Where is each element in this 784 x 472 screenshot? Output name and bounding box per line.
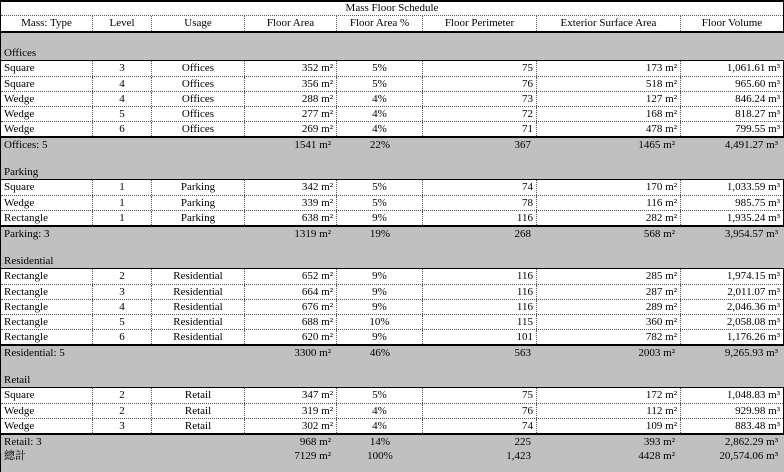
- column-header: Floor Perimeter: [423, 16, 537, 31]
- data-cell: 360 m²: [537, 315, 681, 329]
- subtotal-cell: 268: [514, 228, 531, 240]
- data-cell: 116: [423, 285, 537, 299]
- data-cell: 5%: [337, 196, 423, 210]
- data-cell: 342 m²: [245, 180, 337, 195]
- data-row: [1, 180, 783, 195]
- data-cell: Wedge: [1, 196, 93, 210]
- data-cell: 5%: [337, 61, 423, 76]
- subtotal-row: [1, 435, 784, 449]
- data-cell: Rectangle: [1, 315, 93, 329]
- subtotal-cell: 22%: [369, 139, 391, 151]
- data-cell: 676 m²: [245, 300, 337, 314]
- data-cell: 1: [93, 180, 152, 195]
- data-cell: 5%: [337, 77, 423, 91]
- data-cell: 282 m²: [537, 211, 681, 225]
- group-data-block: [1, 268, 784, 346]
- data-cell: 2,058.08 m³: [726, 316, 780, 328]
- column-header: Floor Area %: [337, 16, 423, 31]
- data-cell: Retail: [152, 404, 245, 418]
- subtotal-cell: 563: [514, 347, 531, 359]
- data-cell: 116: [423, 269, 537, 284]
- data-cell: 9%: [337, 269, 423, 284]
- data-cell: Parking: [152, 180, 245, 195]
- group-label: Retail: [4, 374, 31, 386]
- data-cell: Offices: [152, 77, 245, 91]
- subtotal-cell: [152, 435, 245, 449]
- subtotal-cell: 3300 m²: [294, 347, 331, 359]
- data-cell: 5%: [337, 180, 423, 195]
- subtotal-row: [1, 227, 784, 241]
- data-cell: Retail: [152, 419, 245, 433]
- data-cell: 1,176.26 m³: [726, 331, 780, 343]
- data-cell: 1,935.24 m³: [726, 212, 780, 224]
- data-cell: 4: [93, 300, 152, 314]
- data-cell: 6: [93, 330, 152, 344]
- data-cell: Offices: [152, 61, 245, 76]
- data-cell: Wedge: [1, 92, 93, 106]
- data-cell: 478 m²: [537, 122, 681, 136]
- data-cell: 2,011.07 m³: [727, 286, 780, 298]
- data-cell: Wedge: [1, 107, 93, 121]
- data-cell: Square: [1, 180, 93, 195]
- column-header: Usage: [152, 16, 245, 31]
- data-cell: 71: [423, 122, 537, 136]
- subtotal-row: [1, 138, 784, 152]
- data-cell: 74: [423, 419, 537, 433]
- schedule-title: Mass Floor Schedule: [1, 2, 783, 16]
- data-row: [1, 195, 783, 210]
- data-row: [1, 299, 783, 314]
- data-cell: 76: [423, 404, 537, 418]
- data-cell: 172 m²: [537, 388, 681, 403]
- data-cell: 5: [93, 315, 152, 329]
- data-cell: Wedge: [1, 419, 93, 433]
- data-cell: Retail: [152, 388, 245, 403]
- subtotal-cell: 1465 m²: [638, 139, 675, 151]
- data-cell: 3: [93, 419, 152, 433]
- data-cell: Residential: [152, 285, 245, 299]
- subtotal-cell: Residential: 5: [4, 347, 65, 359]
- data-cell: Offices: [152, 122, 245, 136]
- data-cell: 688 m²: [245, 315, 337, 329]
- subtotal-cell: [93, 138, 152, 152]
- grand-total-cell: 100%: [367, 450, 393, 462]
- subtotal-cell: Parking: 3: [4, 228, 50, 240]
- data-cell: 818.27 m³: [735, 108, 780, 120]
- subtotal-row: [1, 346, 784, 360]
- data-cell: 4%: [337, 419, 423, 433]
- data-cell: 173 m²: [537, 61, 681, 76]
- data-cell: Offices: [152, 107, 245, 121]
- schedule-header-block: [1, 0, 784, 33]
- data-row: [1, 210, 783, 225]
- data-cell: 620 m²: [245, 330, 337, 344]
- data-row: [1, 106, 783, 121]
- data-cell: 115: [423, 315, 537, 329]
- data-cell: Parking: [152, 211, 245, 225]
- data-cell: 9%: [337, 211, 423, 225]
- data-cell: 846.24 m³: [735, 93, 780, 105]
- data-cell: 2: [93, 404, 152, 418]
- data-cell: 347 m²: [245, 388, 337, 403]
- data-cell: Offices: [152, 92, 245, 106]
- data-cell: 1: [93, 211, 152, 225]
- data-cell: 782 m²: [537, 330, 681, 344]
- data-cell: 2: [93, 388, 152, 403]
- data-cell: 302 m²: [245, 419, 337, 433]
- subtotal-cell: Offices: 5: [4, 139, 48, 151]
- subtotal-cell: 3,954.57 m³: [724, 228, 778, 240]
- data-cell: 883.48 m³: [735, 420, 780, 432]
- group-label: Offices: [4, 47, 37, 59]
- data-cell: 4: [93, 77, 152, 91]
- data-row: [1, 418, 783, 433]
- subtotal-cell: [152, 138, 245, 152]
- subtotal-cell: 2,862.29 m³: [724, 436, 778, 448]
- data-cell: Rectangle: [1, 300, 93, 314]
- data-cell: 339 m²: [245, 196, 337, 210]
- data-cell: Square: [1, 388, 93, 403]
- subtotal-cell: 1541 m²: [294, 139, 331, 151]
- data-row: [1, 403, 783, 418]
- column-header: Floor Area: [245, 16, 337, 31]
- data-cell: 652 m²: [245, 269, 337, 284]
- data-cell: 76: [423, 77, 537, 91]
- data-cell: Rectangle: [1, 211, 93, 225]
- column-header: Mass: Type: [1, 16, 93, 31]
- data-cell: 9%: [337, 285, 423, 299]
- data-cell: 356 m²: [245, 77, 337, 91]
- subtotal-cell: [152, 346, 245, 360]
- data-cell: 74: [423, 180, 537, 195]
- data-cell: 352 m²: [245, 61, 337, 76]
- subtotal-cell: 225: [514, 436, 531, 448]
- subtotal-cell: 1319 m²: [294, 228, 331, 240]
- data-cell: 3: [93, 285, 152, 299]
- column-header-row: [1, 16, 783, 31]
- subtotal-cell: 393 m²: [643, 436, 675, 448]
- data-cell: 289 m²: [537, 300, 681, 314]
- column-header: Floor Volume: [701, 17, 763, 29]
- subtotal-cell: 19%: [369, 228, 391, 240]
- data-cell: 1,048.83 m³: [726, 389, 780, 401]
- grand-total-cell: 總計: [4, 450, 26, 462]
- data-cell: 109 m²: [537, 419, 681, 433]
- data-cell: 5: [93, 107, 152, 121]
- data-cell: 1,974.15 m³: [726, 270, 780, 282]
- data-cell: 3: [93, 61, 152, 76]
- data-cell: Square: [1, 61, 93, 76]
- data-row: [1, 314, 783, 329]
- data-cell: 75: [423, 388, 537, 403]
- data-cell: Residential: [152, 269, 245, 284]
- data-cell: 5%: [337, 388, 423, 403]
- data-cell: 112 m²: [537, 404, 681, 418]
- data-row: [1, 76, 783, 91]
- data-cell: Wedge: [1, 122, 93, 136]
- data-cell: 2,046.36 m³: [726, 301, 780, 313]
- data-cell: 1,033.59 m³: [726, 181, 780, 193]
- data-cell: Square: [1, 77, 93, 91]
- data-cell: 4: [93, 92, 152, 106]
- data-row: [1, 121, 783, 136]
- data-cell: 287 m²: [537, 285, 681, 299]
- data-cell: 101: [423, 330, 537, 344]
- data-row: [1, 388, 783, 403]
- subtotal-cell: [93, 346, 152, 360]
- data-cell: Rectangle: [1, 330, 93, 344]
- subtotal-cell: [93, 227, 152, 241]
- data-row: [1, 269, 783, 284]
- data-cell: Residential: [152, 300, 245, 314]
- data-cell: 277 m²: [245, 107, 337, 121]
- column-header: Level: [93, 16, 152, 31]
- grand-total-cell: 7129 m²: [294, 450, 331, 462]
- data-cell: 4%: [337, 122, 423, 136]
- group-data-block: [1, 60, 784, 138]
- data-cell: 78: [423, 196, 537, 210]
- data-cell: 9%: [337, 300, 423, 314]
- data-cell: 799.55 m³: [735, 123, 780, 135]
- grand-total-cell: 1,423: [506, 450, 531, 462]
- group-label: Residential: [4, 255, 54, 267]
- data-cell: 72: [423, 107, 537, 121]
- data-row: [1, 329, 783, 344]
- subtotal-cell: [93, 435, 152, 449]
- data-cell: Residential: [152, 315, 245, 329]
- data-cell: 638 m²: [245, 211, 337, 225]
- schedule-groups: [1, 47, 784, 449]
- subtotal-cell: [152, 227, 245, 241]
- subtotal-cell: 14%: [369, 436, 391, 448]
- data-cell: 6: [93, 122, 152, 136]
- group-data-block: [1, 387, 784, 435]
- data-cell: 9%: [337, 330, 423, 344]
- data-cell: Rectangle: [1, 285, 93, 299]
- column-header: Exterior Surface Area: [537, 16, 681, 31]
- data-row: [1, 91, 783, 106]
- group-label: Parking: [4, 166, 39, 178]
- data-row: [1, 61, 783, 76]
- subtotal-cell: 568 m²: [643, 228, 675, 240]
- data-cell: 116: [423, 300, 537, 314]
- data-cell: 929.98 m³: [735, 405, 780, 417]
- subtotal-cell: 9,265.93 m³: [724, 347, 778, 359]
- data-cell: 73: [423, 92, 537, 106]
- data-cell: 518 m²: [537, 77, 681, 91]
- data-cell: Residential: [152, 330, 245, 344]
- data-cell: 965.60 m³: [735, 78, 780, 90]
- data-cell: 288 m²: [245, 92, 337, 106]
- data-cell: 116: [423, 211, 537, 225]
- data-cell: 75: [423, 61, 537, 76]
- data-cell: 2: [93, 269, 152, 284]
- subtotal-cell: 367: [514, 139, 531, 151]
- subtotal-cell: 968 m²: [299, 436, 331, 448]
- data-cell: 168 m²: [537, 107, 681, 121]
- data-cell: Rectangle: [1, 269, 93, 284]
- data-cell: Parking: [152, 196, 245, 210]
- grand-total-row: [1, 449, 784, 463]
- subtotal-cell: 4,491.27 m³: [724, 139, 778, 151]
- data-cell: 4%: [337, 404, 423, 418]
- grand-total-cell: [93, 449, 152, 463]
- subtotal-cell: Retail: 3: [4, 436, 42, 448]
- data-cell: 116 m²: [537, 196, 681, 210]
- data-cell: 4%: [337, 92, 423, 106]
- subtotal-cell: 2003 m²: [638, 347, 675, 359]
- group-data-block: [1, 179, 784, 227]
- data-cell: 1,061.61 m³: [726, 62, 780, 74]
- data-row: [1, 284, 783, 299]
- data-cell: 1: [93, 196, 152, 210]
- data-cell: 4%: [337, 107, 423, 121]
- grand-total-cell: 4428 m²: [638, 450, 675, 462]
- data-cell: 170 m²: [537, 180, 681, 195]
- data-cell: 10%: [337, 315, 423, 329]
- data-cell: Wedge: [1, 404, 93, 418]
- data-cell: 127 m²: [537, 92, 681, 106]
- data-cell: 285 m²: [537, 269, 681, 284]
- data-cell: 985.75 m³: [735, 197, 780, 209]
- subtotal-cell: 46%: [369, 347, 391, 359]
- data-cell: 664 m²: [245, 285, 337, 299]
- grand-total-cell: 20,574.06 m³: [719, 450, 778, 462]
- data-cell: 269 m²: [245, 122, 337, 136]
- data-cell: 319 m²: [245, 404, 337, 418]
- grand-total-cell: [152, 449, 245, 463]
